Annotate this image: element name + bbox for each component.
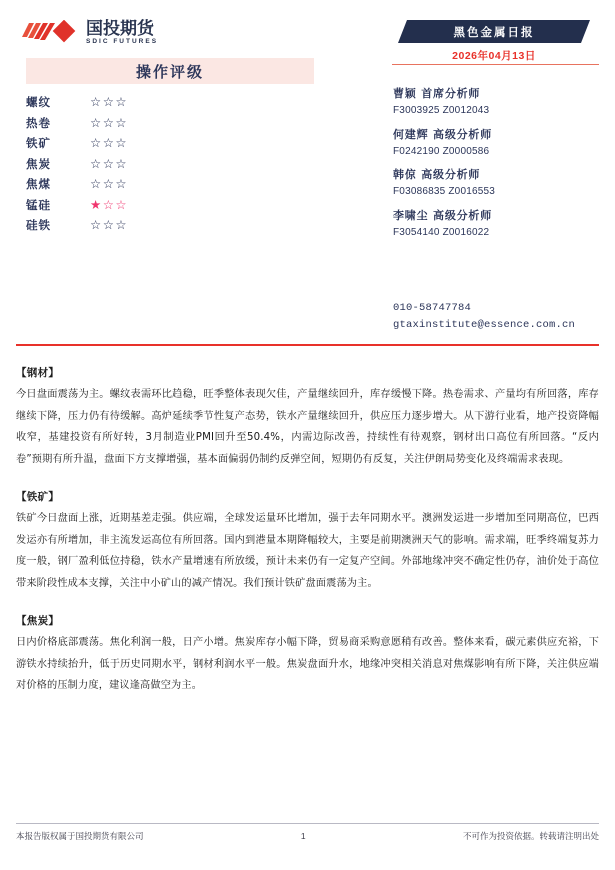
- analyst-entry: [393, 86, 608, 119]
- section-paragraph: 日内价格底部震荡。焦化利润一般，日产小增。焦炭库存小幅下降，贸易商采购意愿稍有改善。整体来看，碳元素供应充裕，下游铁水持续抬升，低于历史同期水平，钢材利润水平一般。焦炭盘面升水，地缘冲突相关消息对焦煤影响有所下降，关注供应端对价格的压制力度，建议逢高做空为主。: [16, 637, 599, 691]
- company-logo: [22, 16, 158, 50]
- footer-divider: [16, 823, 599, 824]
- rating-row-label: 热卷: [26, 115, 51, 130]
- contact-block: [393, 300, 613, 334]
- analyst-entry: [393, 208, 608, 241]
- rating-stars-icon: ☆☆☆: [90, 115, 129, 130]
- rating-row-label: 螺纹: [26, 95, 51, 110]
- report-section: [16, 362, 599, 470]
- logo-text-en: SDIC FUTURES: [86, 38, 159, 45]
- section-paragraph: 铁矿今日盘面上涨，近期基差走强。供应端，全球发运量环比增加，强于去年同期水平。澳洲发运进一步增加至同期高位，巴西发运亦有所增加，非主流发运高位有所回落。国内到港量本期降幅较大，主要是前期澳洲天气的影响。需求端，旺季终端复苏力度一般，钢厂盈利低位持稳，铁水产量增速有所放缓，预计未来仍有一定复产空间。外部地缘冲突不确定性仍存，油价处于高位带来阶段性成本支撑，关注中小矿山的减产情况。我们预计铁矿盘面震荡为主。: [16, 513, 599, 589]
- rating-row: [26, 92, 316, 113]
- rating-panel-title-text: 操作评级: [135, 62, 204, 81]
- report-section: [16, 610, 599, 697]
- rating-row-label: 锰硅: [26, 197, 51, 212]
- section-heading: 【铁矿】: [16, 491, 60, 503]
- rating-stars-icon: ☆☆☆: [90, 136, 129, 151]
- analyst-license-code: F0242190 Z0000586: [393, 145, 490, 157]
- contact-email: gtaxinstitute@essence.com.cn: [393, 319, 576, 331]
- analyst-license-code: F03086835 Z0016553: [393, 186, 496, 197]
- rating-row: [26, 113, 316, 134]
- analyst-name: 何建辉 高级分析师: [393, 127, 493, 141]
- rating-row: [26, 195, 316, 216]
- report-header: [0, 0, 615, 345]
- logo-text: [86, 20, 158, 46]
- analyst-name: 曹颖 首席分析师: [393, 87, 481, 100]
- analyst-license-code: F3054140 Z0016022: [393, 226, 490, 238]
- section-heading: 【焦炭】: [16, 615, 60, 627]
- rating-stars-icon: ☆☆☆: [90, 95, 129, 110]
- rating-row-label: 焦炭: [26, 156, 51, 171]
- analyst-entry: [393, 127, 608, 160]
- rating-row-label: 铁矿: [26, 136, 51, 151]
- rating-stars-icon: ★☆☆: [90, 197, 129, 212]
- report-body: [16, 362, 599, 713]
- analyst-name: 李啸尘 高级分析师: [393, 208, 493, 222]
- rating-panel-title: [26, 58, 314, 84]
- rating-row: [26, 133, 316, 154]
- logo-text-cn: 国投期货: [86, 19, 154, 39]
- report-title-text: 黑色金属日报: [453, 24, 535, 39]
- rating-list: [26, 92, 316, 236]
- analyst-name: 韩倞 高级分析师: [393, 168, 481, 181]
- footer-disclaimer: 不可作为投资依据。转载请注明出处: [462, 832, 599, 842]
- rating-row: [26, 174, 316, 195]
- report-title-banner: [398, 20, 590, 43]
- footer-copyright: 本报告版权属于国投期货有限公司: [16, 832, 144, 842]
- rating-row: [26, 154, 316, 175]
- header-divider: [16, 344, 599, 346]
- analyst-license-code: F3003925 Z0012043: [393, 105, 490, 116]
- analyst-list: [393, 86, 608, 248]
- rating-stars-icon: ☆☆☆: [90, 177, 129, 192]
- section-paragraph: 今日盘面震荡为主。螺纹表需环比趋稳，旺季整体表现欠佳，产量继续回升，库存缓慢下降。热卷需求、产量均有所回落，库存继续下降，压力仍有待缓解。高炉延续季节性复产态势，铁水产量继续回升，供应压力逐步增大。从下游行业看，地产投资降幅收窄，基建投资有所好转，3月制造业PMI回升至50.4%，内需边际改善，持续性有待观察，钢材出口高位有所回落。“反内卷”预期有所升温，盘面下方支撑增强，基本面偏弱仍制约反弹空间，短期仍有反复，关注伊朗局势变化及终端需求表现。: [16, 389, 599, 465]
- date-divider: [392, 64, 599, 65]
- logo-mark-icon: [22, 20, 82, 46]
- rating-stars-icon: ☆☆☆: [90, 218, 129, 233]
- contact-phone: 010-58747784: [393, 302, 472, 314]
- page-footer: [16, 830, 599, 842]
- report-date: 2026年04月13日: [452, 50, 536, 62]
- rating-row: [26, 215, 316, 236]
- section-heading: 【钢材】: [16, 367, 60, 379]
- rating-row-label: 硅铁: [26, 218, 51, 233]
- analyst-entry: [393, 167, 608, 200]
- report-section: [16, 486, 599, 594]
- rating-row-label: 焦煤: [26, 177, 51, 192]
- rating-stars-icon: ☆☆☆: [90, 156, 129, 171]
- footer-page-number: 1: [300, 831, 306, 841]
